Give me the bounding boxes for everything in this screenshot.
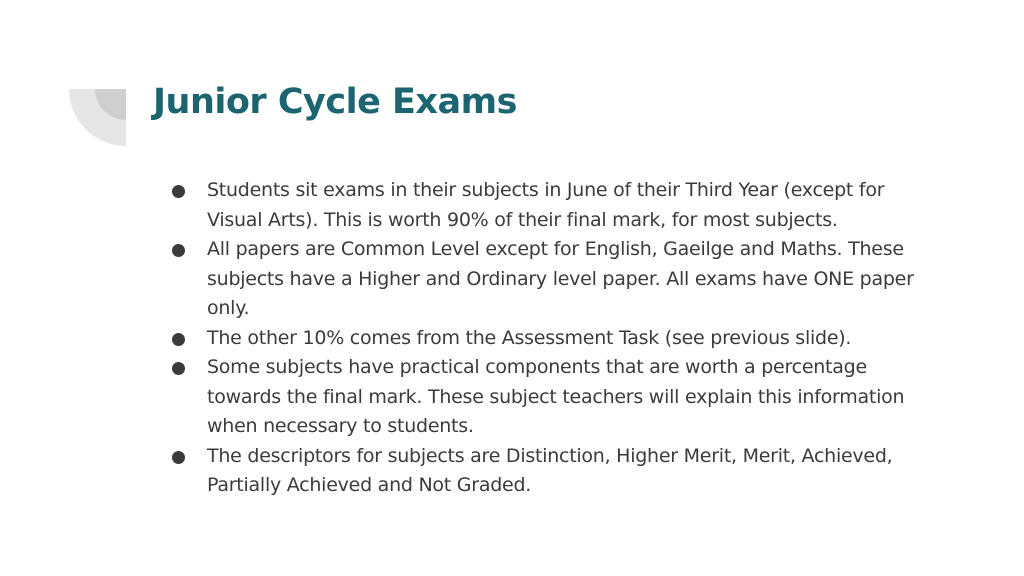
bullet-item bbox=[170, 442, 930, 501]
bullet-dot-icon bbox=[172, 333, 185, 346]
bullet-list bbox=[170, 176, 930, 501]
bullet-text: The other 10% comes from the Assessment Task (see previous slide). bbox=[207, 326, 852, 349]
bullet-text: The descriptors for subjects are Distinction, Higher Merit, Merit, Achieved, Partially Achieved and Not Graded. bbox=[207, 444, 893, 496]
bullet-item bbox=[170, 353, 930, 442]
bullet-text: Some subjects have practical components that are worth a percentage towards the final mark. These subject teachers will explain this information when necessary to students. bbox=[207, 356, 905, 437]
bullet-dot-icon bbox=[172, 185, 185, 198]
bullet-item bbox=[170, 235, 930, 324]
bullet-text: All papers are Common Level except for English, Gaeilge and Maths. These subjects have a Higher and Ordinary level paper. All exams have ONE paper only. bbox=[207, 238, 914, 319]
bullet-dot-icon bbox=[172, 244, 185, 257]
quarter-circle-decoration-icon bbox=[69, 89, 126, 146]
bullet-item bbox=[170, 324, 930, 354]
bullet-dot-icon bbox=[172, 362, 185, 375]
bullet-text: Students sit exams in their subjects in June of their Third Year (except for Visual Arts). This is worth 90% of their final mark, for most subjects. bbox=[207, 179, 885, 231]
slide-title: Junior Cycle Exams bbox=[153, 82, 517, 122]
bullet-dot-icon bbox=[172, 451, 185, 464]
bullet-item bbox=[170, 176, 930, 235]
